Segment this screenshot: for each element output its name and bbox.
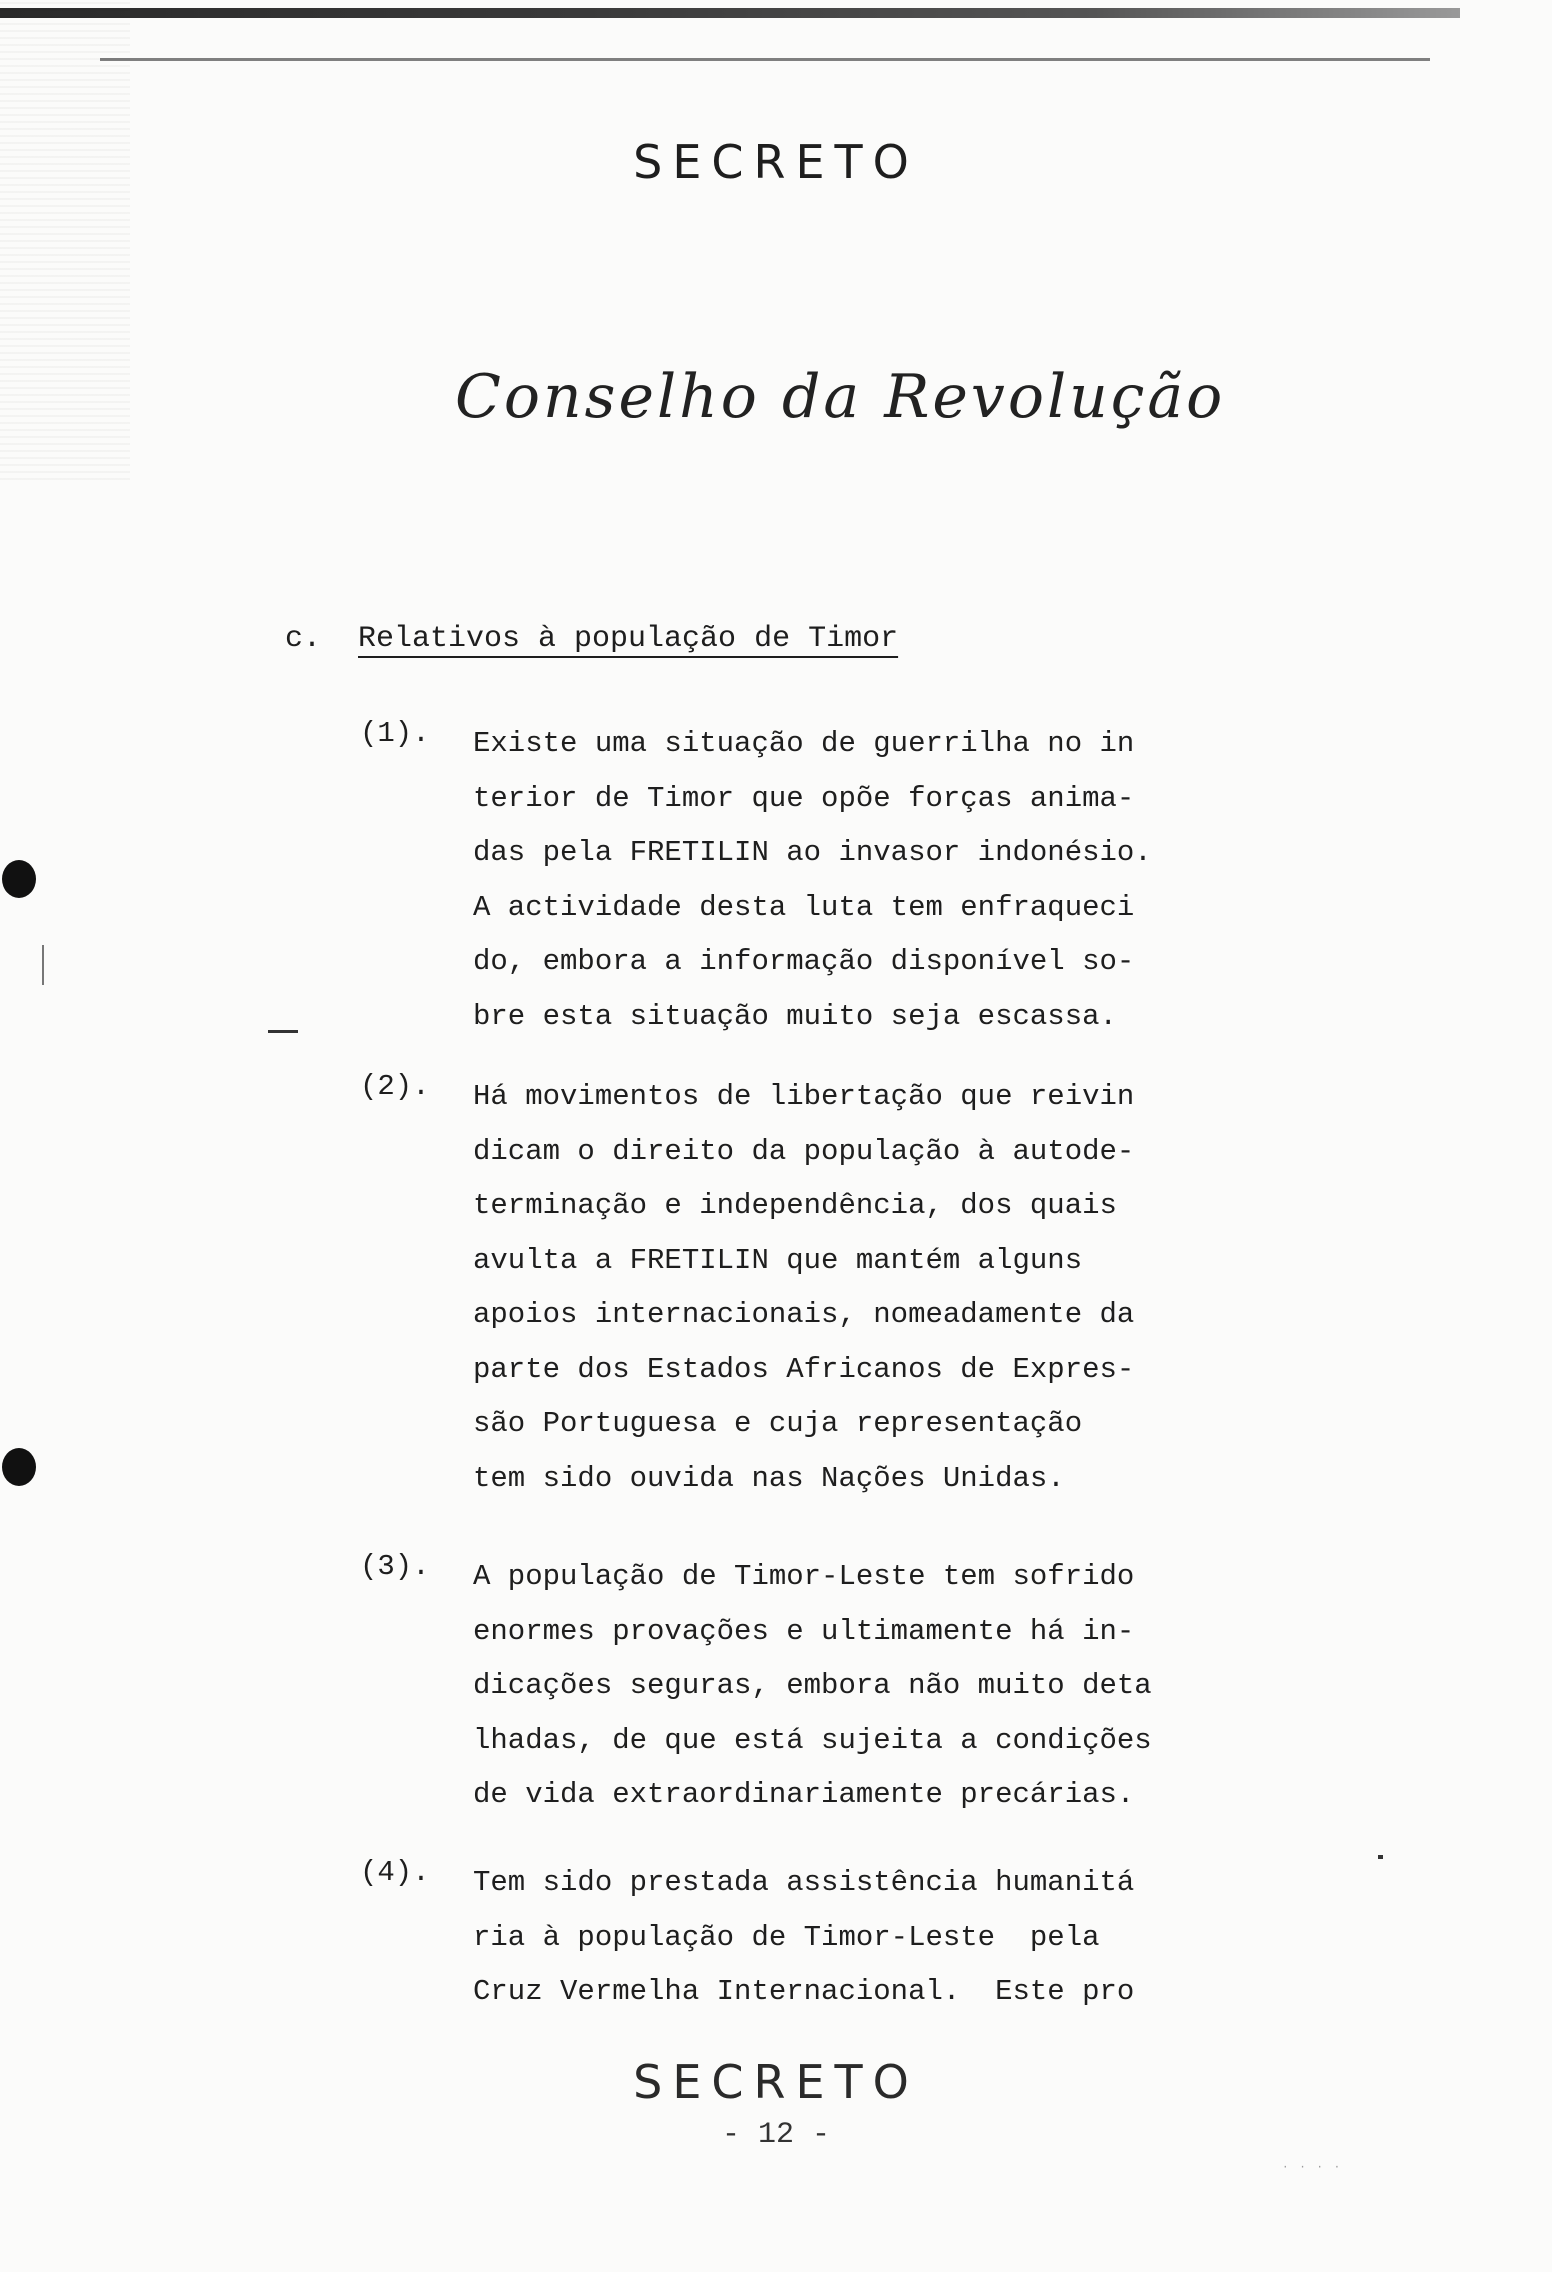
text-line: dicações seguras, embora não muito deta	[473, 1669, 1152, 1702]
page-number: - 12 -	[721, 2118, 831, 2152]
text-line: terior de Timor que opõe forças anima-	[473, 781, 1135, 815]
text-line: Há movimentos de libertação que reivin	[473, 1080, 1135, 1113]
punch-hole-icon	[2, 1448, 36, 1486]
text-line: apoios internacionais, nomeadamente da	[473, 1298, 1135, 1331]
text-line: do, embora a informação disponível so-	[473, 945, 1135, 978]
text-line: parte dos Estados Africanos de Expres-	[473, 1352, 1135, 1386]
paragraph-number: (2).	[360, 1070, 430, 1103]
text-line: das pela FRETILIN ao invasor indonésio.	[473, 836, 1152, 869]
text-line: A actividade desta luta tem enfraqueci	[473, 890, 1135, 924]
scan-speckle	[0, 0, 130, 480]
text-line: A população de Timor-Leste tem sofrido	[473, 1560, 1135, 1593]
paragraph-number: (1).	[360, 717, 430, 750]
text-line: terminação e independência, dos quais	[473, 1189, 1117, 1222]
paragraph-body	[473, 717, 1253, 1044]
scan-stamp-mark: · · · ·	[1282, 2162, 1343, 2174]
section-title: Relativos à população de Timor	[358, 622, 899, 656]
scan-mark	[42, 945, 44, 985]
text-line: dicam o direito da população à autode-	[473, 1134, 1135, 1168]
scan-edge-line	[100, 58, 1430, 61]
scan-mark	[1378, 1855, 1383, 1859]
scan-mark	[268, 1030, 298, 1033]
text-line: Tem sido prestada assistência humanitá	[473, 1866, 1135, 1899]
section-heading	[285, 622, 898, 656]
paragraph-number: (3).	[360, 1550, 430, 1583]
letterhead-title: Conselho da Revolução	[455, 362, 1226, 432]
text-line: enormes provações e ultimamente há in-	[473, 1614, 1135, 1648]
classification-header: SECRETO	[633, 135, 919, 189]
text-line: ria à população de Timor-Leste pela	[473, 1920, 1100, 1954]
text-line: Existe uma situação de guerrilha no in	[473, 727, 1135, 760]
text-line: são Portuguesa e cuja representação	[473, 1407, 1083, 1440]
paragraph-body	[473, 1550, 1253, 1823]
classification-footer: SECRETO	[633, 2055, 919, 2109]
text-line: tem sido ouvida nas Nações Unidas.	[473, 1461, 1065, 1495]
scan-edge-bar	[0, 8, 1460, 18]
text-line: avulta a FRETILIN que mantém alguns	[473, 1243, 1083, 1277]
text-line: lhadas, de que está sujeita a condições	[473, 1723, 1152, 1757]
punch-hole-icon	[2, 860, 36, 898]
paragraph-body	[473, 1070, 1253, 1506]
text-line: de vida extraordinariamente precárias.	[473, 1778, 1135, 1811]
section-label: c.	[285, 622, 322, 656]
text-line: bre esta situação muito seja escassa.	[473, 999, 1117, 1033]
paragraph-body	[473, 1856, 1253, 2020]
text-line: Cruz Vermelha Internacional. Este pro	[473, 1975, 1135, 2008]
paragraph-number: (4).	[360, 1856, 430, 1889]
